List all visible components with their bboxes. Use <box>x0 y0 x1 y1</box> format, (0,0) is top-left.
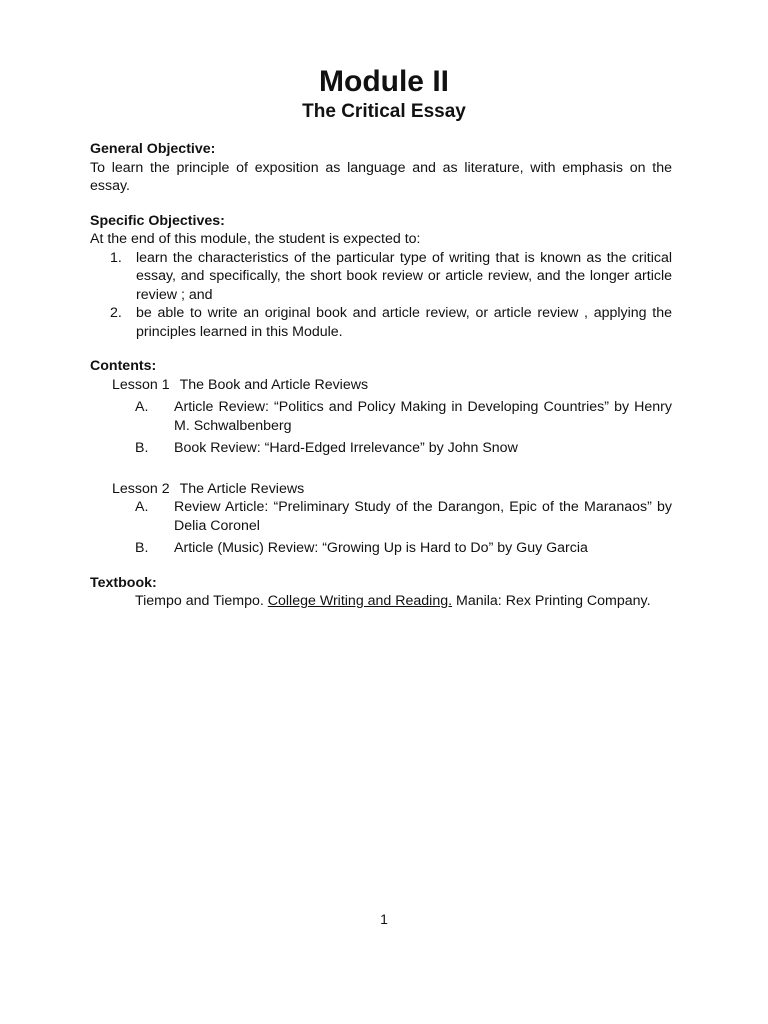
general-objective-text: To learn the principle of exposition as language and as literature, with emphasis on the essay. <box>90 159 672 194</box>
lesson-item <box>90 539 672 558</box>
objective-item <box>110 249 672 305</box>
general-objective-heading: General Objective: <box>90 141 216 157</box>
module-subtitle: The Critical Essay <box>302 101 466 122</box>
lesson-item <box>90 398 672 435</box>
objective-text: be able to write an original book and article review, or article review , applying the principles learned in this Module. <box>136 305 672 340</box>
page-number: 1 <box>380 911 388 927</box>
textbook-citation <box>90 592 672 611</box>
document-body <box>90 140 672 611</box>
lesson-item-text: Article Review: “Politics and Policy Making in Developing Countries” by Henry M. Schwalbenberg <box>174 399 672 434</box>
textbook-title: College Writing and Reading. <box>267 593 453 609</box>
contents-heading: Contents: <box>90 358 157 374</box>
textbook-authors: Tiempo and Tiempo. <box>135 593 264 609</box>
lesson-item-text: Article (Music) Review: “Growing Up is Hard to Do” by Guy Garcia <box>174 540 588 556</box>
specific-objectives-heading: Specific Objectives: <box>90 212 225 229</box>
module-title: Module II <box>319 65 449 98</box>
lesson-item-letter: B. <box>135 540 149 556</box>
lesson-item <box>90 439 672 458</box>
lesson-item-text: Book Review: “Hard-Edged Irrelevance” by John Snow <box>174 440 518 456</box>
lesson-item-letter: A. <box>135 499 149 515</box>
textbook-publisher: Manila: Rex Printing Company. <box>456 593 651 609</box>
lesson-item-letter: B. <box>135 440 149 456</box>
lesson-label: Lesson 2 <box>112 480 170 497</box>
lesson-heading <box>90 376 672 395</box>
objective-item <box>110 304 672 341</box>
lesson-title: The Book and Article Reviews <box>179 376 369 393</box>
objective-number: 2. <box>110 305 122 321</box>
lesson-item <box>90 498 672 535</box>
objective-number: 1. <box>110 249 122 266</box>
textbook-heading: Textbook: <box>90 574 157 591</box>
specific-objectives-intro: At the end of this module, the student is expected to: <box>90 231 421 247</box>
lesson-heading <box>90 480 672 499</box>
objective-text: learn the characteristics of the particular type of writing that is known as the critical essay, and specifically, the short book review or article review, and the longer article review ; and <box>136 249 672 303</box>
lesson-item-text: Review Article: “Preliminary Study of the Darangon, Epic of the Maranaos” by Delia Coronel <box>174 499 672 534</box>
lesson-item-letter: A. <box>135 399 149 415</box>
lesson-title: The Article Reviews <box>179 480 305 497</box>
objectives-list <box>90 249 672 342</box>
lesson-label: Lesson 1 <box>112 376 170 393</box>
